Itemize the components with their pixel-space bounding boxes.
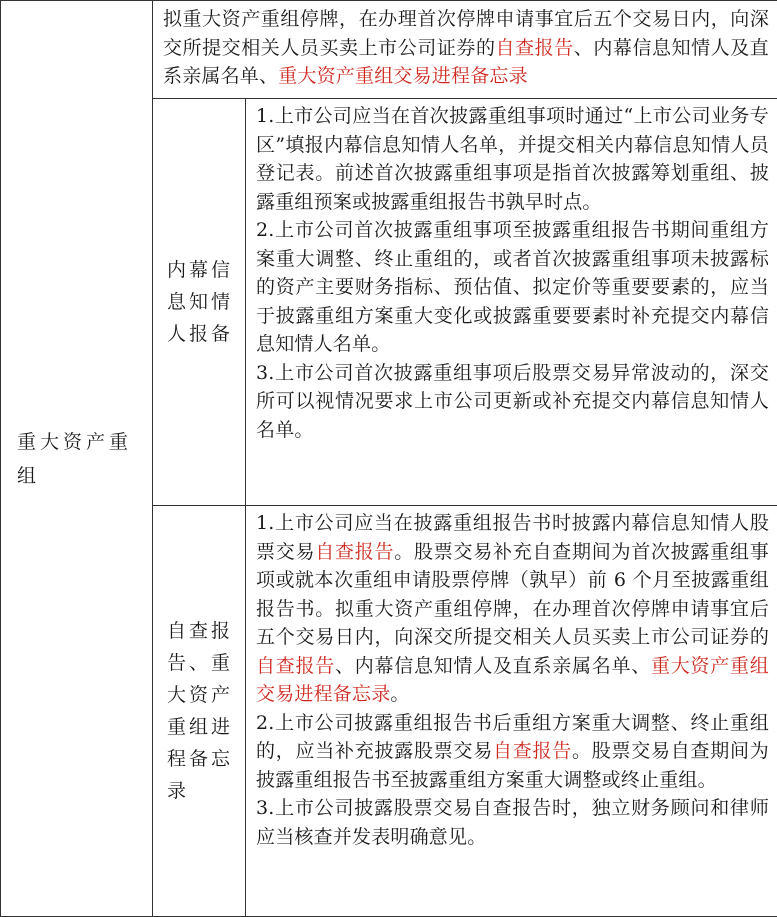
text-segment: 2.上市公司披露重组报告书后重组方案重大调整、终止重组的，应当补充披露股票交易 [256, 712, 769, 763]
highlight-segment: 自查报告 [496, 37, 574, 59]
text-segment: 、内幕信息知情人及直系亲属名单、 [163, 37, 769, 88]
highlight-segment: 重大资产重组交易进程备忘录 [256, 655, 769, 706]
rule-item: 2.上市公司首次披露重组事项至披露重组报告书期间重组方案重大调整、终止重组的，或者首次披露重组事项未披露标的资产主要财务指标、预估值、拟定价等重要要素的，应当于披露重组方案重大变化或披露重要要素时补充提交内幕信息知情人名单。 [256, 216, 769, 359]
table-row [1, 1, 777, 99]
content-cell-selfcheck [246, 506, 777, 917]
subcategory-label-selfcheck: 自查报告、重大资产重组进程备忘录 [167, 615, 235, 807]
highlight-segment: 自查报告 [315, 541, 394, 563]
rule-item: 3.上市公司首次披露重组事项后股票交易异常波动的，深交所可以视情况要求上市公司更新或补充提交内幕信息知情人名单。 [256, 359, 769, 445]
subcategory-cell-insider [153, 99, 246, 506]
rule-item [256, 709, 769, 795]
category-cell [1, 1, 153, 917]
highlight-segment: 重大资产重组交易进程备忘录 [278, 65, 528, 87]
highlight-segment: 自查报告 [256, 655, 335, 677]
text-segment: 1.上市公司应当在披露重组报告书时披露内幕信息知情人股票交易 [256, 512, 769, 563]
top-row-text [163, 5, 769, 91]
rule-item: 3.上市公司披露股票交易自查报告时，独立财务顾问和律师应当核查并发表明确意见。 [256, 794, 769, 851]
rule-item: 1.上市公司应当在首次披露重组事项时通过“上市公司业务专区”填报内幕信息知情人名单，并提交相关内幕信息知情人员登记表。前述首次披露重组事项是指首次披露筹划重组、披露重组预案或披露重组报告书孰早时点。 [256, 102, 769, 216]
content-cell-insider [246, 99, 777, 506]
highlight-segment: 自查报告 [493, 740, 572, 762]
category-label: 重大资产重组 [17, 425, 140, 493]
text-segment: 。股票交易补充自查期间为首次披露重组事项或就本次重组申请股票停牌（孰早）前 6 个月至披露重组报告书。拟重大资产重组停牌，在办理首次停牌申请事宜后五个交易日内，向深交所提交相关人员买卖上市公司证券的 [256, 541, 769, 649]
text-segment: 拟重大资产重组停牌，在办理首次停牌申请事宜后五个交易日内，向深交所提交相关人员买卖上市公司证券的 [163, 8, 769, 59]
rule-item [256, 509, 769, 709]
text-segment: 、内幕信息知情人及直系亲属名单、 [335, 655, 651, 677]
top-row-cell [153, 1, 777, 99]
text-segment: 。股票交易自查期间为披露重组报告书至披露重组方案重大调整或终止重组。 [256, 740, 769, 791]
text-segment: 。 [390, 683, 409, 705]
subcategory-cell-selfcheck [153, 506, 246, 917]
subcategory-label-insider: 内幕信息知情人报备 [167, 254, 235, 350]
